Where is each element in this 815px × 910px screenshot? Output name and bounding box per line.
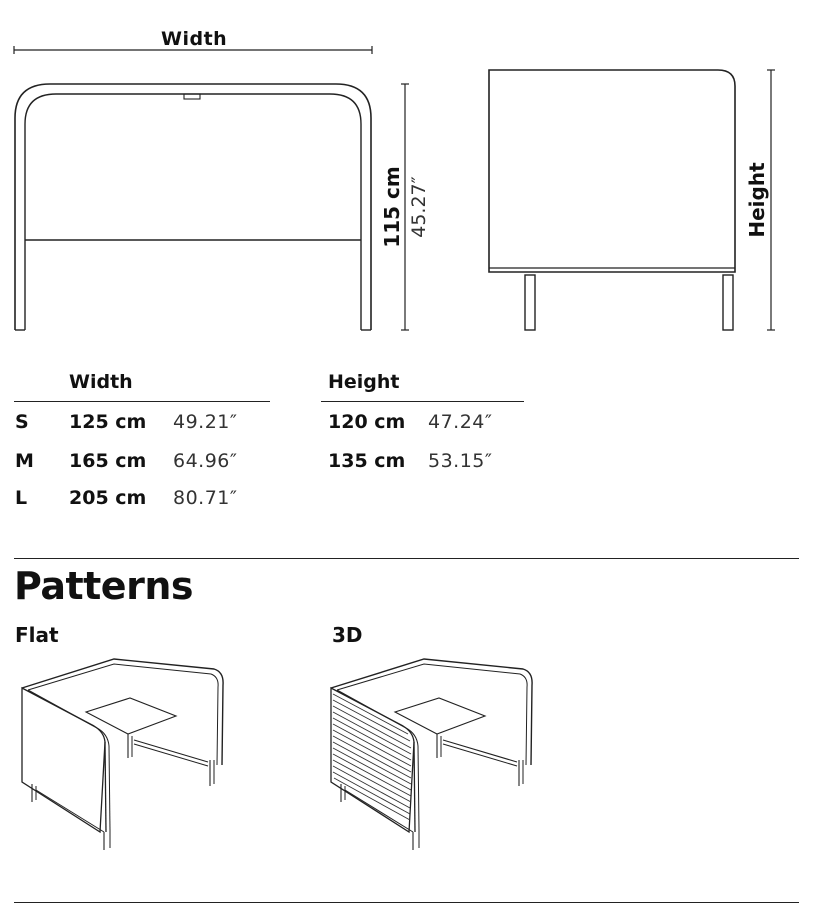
front-height-in: 45.27″ [408,176,430,238]
height-in: 47.24″ [428,411,493,433]
side-height-label: Height [745,162,769,238]
front-height-cm: 115 cm [380,166,404,248]
size-code: M [15,450,34,472]
width-cm: 125 cm [69,411,147,433]
width-in: 49.21″ [173,411,238,433]
height-cm: 135 cm [328,450,406,472]
width-cm: 205 cm [69,487,147,509]
front-width-label: Width [161,28,228,50]
patterns-bottom-rule [14,902,799,903]
width-column-header: Width [69,371,133,393]
height-column-header: Height [328,371,400,393]
size-code: S [15,411,29,433]
height-cm: 120 cm [328,411,406,433]
variant-label-3d: 3D [332,623,363,647]
size-code: L [15,487,28,509]
width-in: 64.96″ [173,450,238,472]
height-in: 53.15″ [428,450,493,472]
width-in: 80.71″ [173,487,238,509]
variant-label-flat: Flat [15,623,59,647]
patterns-title: Patterns [14,564,193,608]
width-cm: 165 cm [69,450,147,472]
